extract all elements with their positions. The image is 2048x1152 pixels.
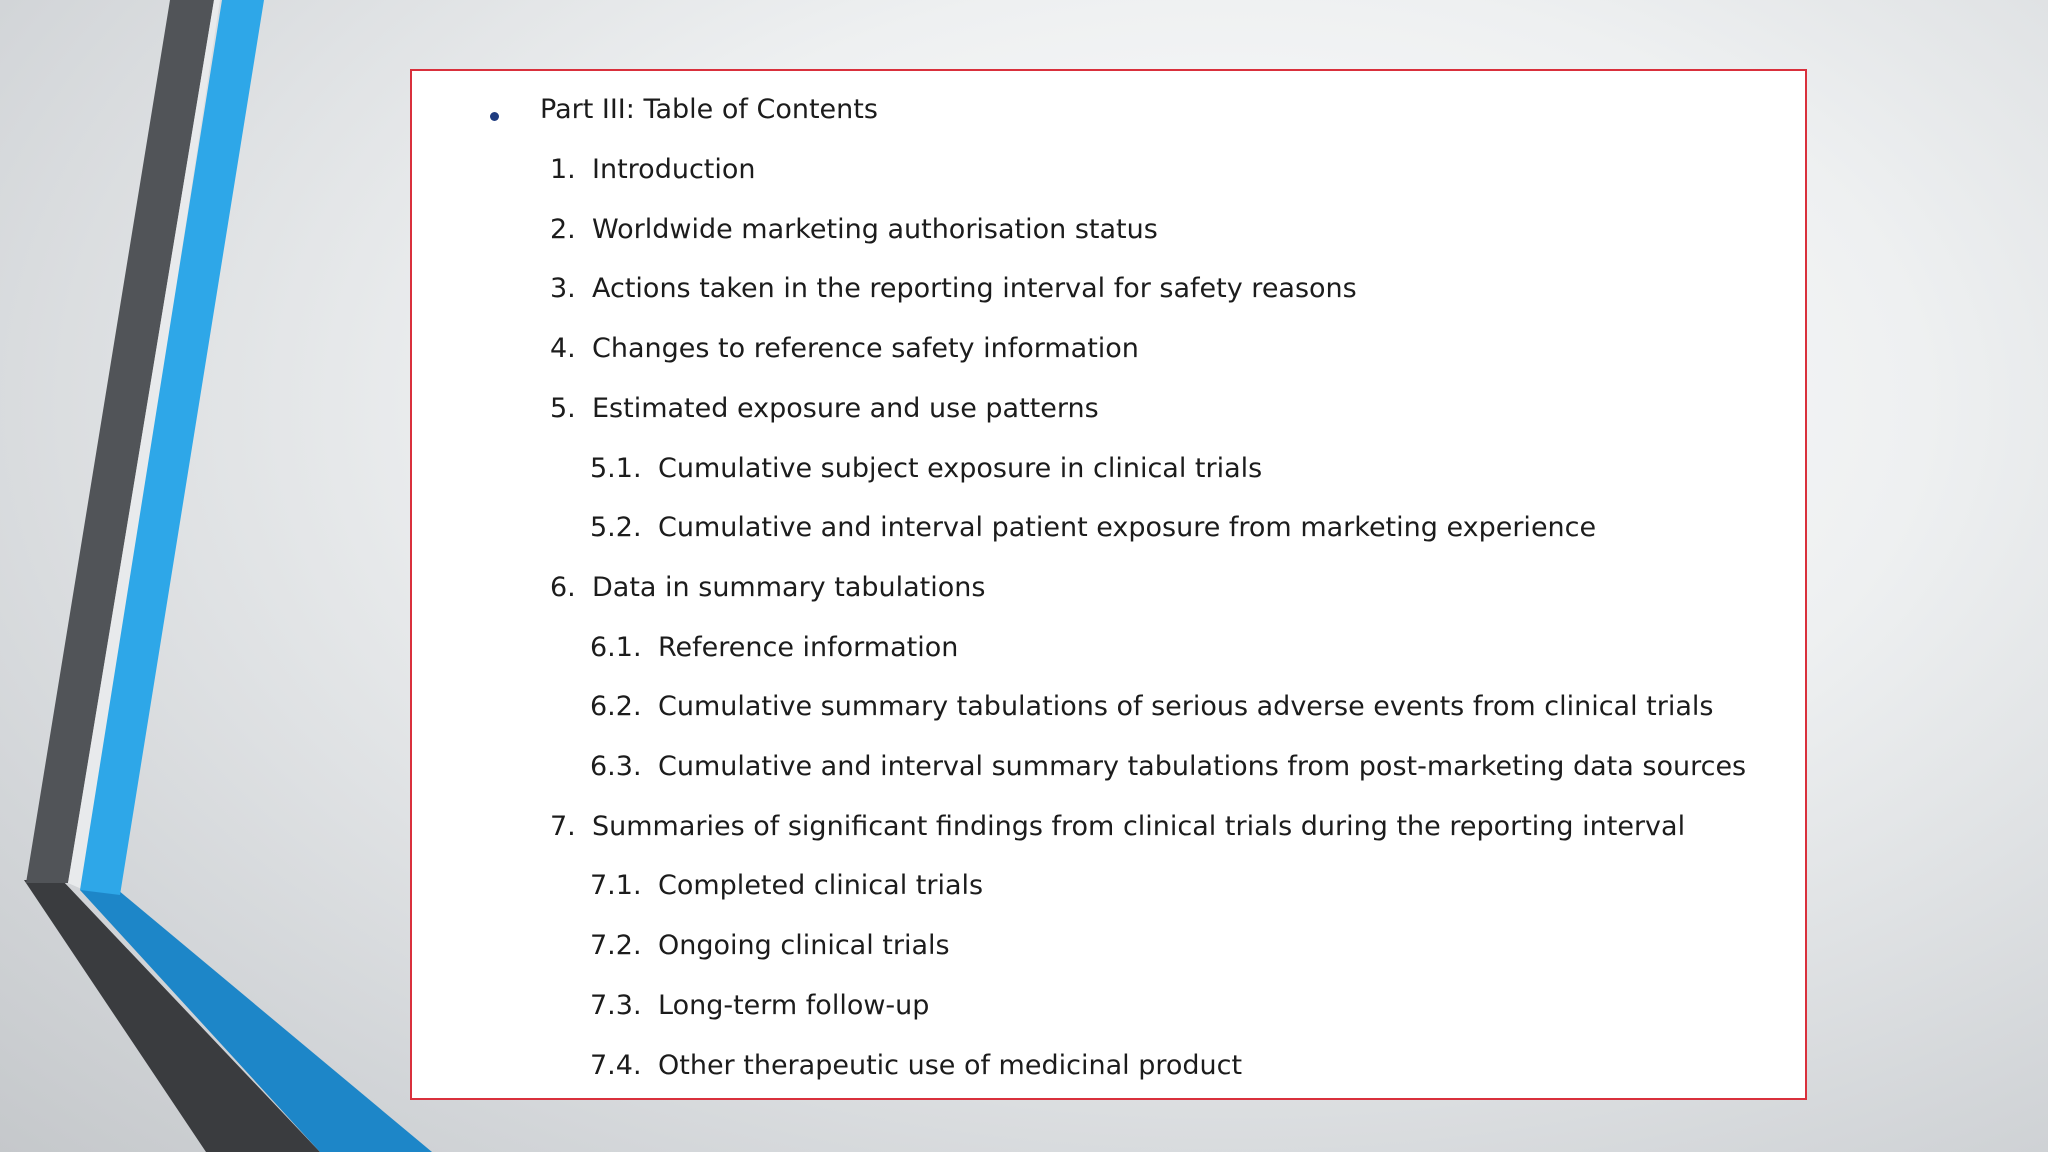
toc-item-title: Introduction (592, 154, 756, 185)
toc-item-number: 6. (550, 571, 576, 603)
toc-item-number: 5.2. (590, 512, 642, 544)
toc-item-title: Cumulative summary tabulations of serious adverse events from clinical trials (658, 691, 1714, 723)
bullet-icon (490, 112, 499, 121)
toc-item-title: Reference information (658, 631, 959, 663)
toc-item-title: Actions taken in the reporting interval for safety reasons (592, 273, 1357, 305)
toc-item-number: 2. (550, 213, 576, 245)
toc-item-number: 7.1. (590, 870, 642, 902)
toc-item-number: 7.4. (590, 1049, 642, 1081)
toc-item-title: Changes to reference safety information (592, 333, 1139, 365)
toc-item-title: Cumulative and interval summary tabulations from post-marketing data sources (658, 751, 1747, 782)
toc-heading: Part III: Table of Contents (540, 94, 878, 125)
toc-item-number: 6.2. (590, 691, 642, 723)
toc-item-number: 5. (550, 392, 576, 424)
toc-item-title: Other therapeutic use of medicinal product (658, 1049, 1243, 1081)
toc-item-title: Estimated exposure and use patterns (592, 392, 1099, 424)
toc-item-title: Worldwide marketing authorisation status (592, 213, 1158, 245)
toc-item-title: Ongoing clinical trials (658, 930, 950, 962)
toc-item-title: Data in summary tabulations (592, 571, 986, 603)
toc-item-title: Summaries of significant findings from clinical trials during the reporting interval (592, 810, 1686, 842)
toc-item-number: 3. (550, 273, 576, 305)
toc-item-number: 6.3. (590, 751, 642, 782)
decor-light-separator (68, 0, 220, 890)
toc-panel (410, 69, 1807, 1100)
toc-item-number: 5.1. (590, 452, 642, 484)
toc-item-title: Completed clinical trials (658, 870, 984, 902)
toc-item-number: 7. (550, 810, 576, 842)
toc-item-number: 1. (550, 154, 576, 185)
toc-item-title: Long-term follow-up (658, 989, 930, 1021)
toc-item-title: Cumulative and interval patient exposure from marketing experience (658, 512, 1597, 544)
toc-item-number: 4. (550, 333, 576, 365)
toc-item-title: Cumulative subject exposure in clinical trials (658, 452, 1263, 484)
decor-dark-lower-band (24, 880, 320, 1152)
toc-item-number: 7.2. (590, 930, 642, 962)
toc-item-number: 7.3. (590, 989, 642, 1021)
toc-item-number: 6.1. (590, 631, 642, 663)
